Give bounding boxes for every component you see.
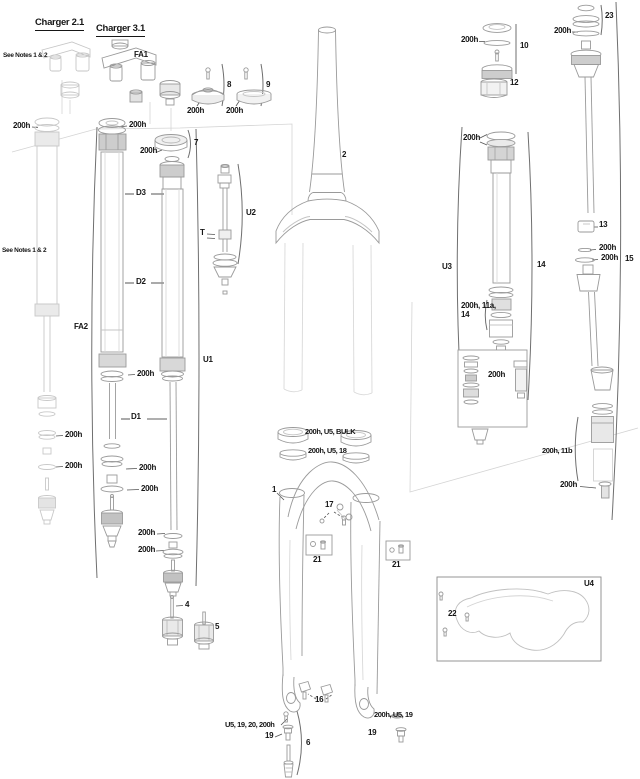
heading-charger-2-1: Charger 2.1 xyxy=(35,18,84,31)
dust-seal-left xyxy=(278,428,308,444)
label-item-2: 2 xyxy=(342,150,347,159)
label-200h-col-a-seal-2: 200h xyxy=(65,461,83,470)
label-200h-col-c-seal-1: 200h xyxy=(138,528,156,537)
label-u2: U2 xyxy=(246,208,256,217)
label-item-12: 12 xyxy=(510,78,519,87)
rebound-shaft-u2-drawing xyxy=(213,165,237,295)
heading-charger-3-1: Charger 3.1 xyxy=(96,24,145,37)
crown-steerer-drawing xyxy=(276,27,379,243)
label-200h-col-c-seal-2: 200h xyxy=(138,545,156,554)
label-200h-cap-9: 200h xyxy=(226,106,244,115)
label-item-8: 8 xyxy=(227,80,232,89)
topcap-8-drawing xyxy=(192,68,224,104)
label-item-23: 23 xyxy=(605,11,614,20)
label-item-22: 22 xyxy=(448,609,457,618)
label-d2: D2 xyxy=(136,277,146,286)
adjuster-knob-5-drawing xyxy=(195,612,214,649)
label-item-9: 9 xyxy=(266,80,271,89)
label-fa2: FA2 xyxy=(74,322,88,331)
u3-foot-drawing xyxy=(472,429,488,444)
label-item-5: 5 xyxy=(215,622,220,631)
label-200h-cap-8: 200h xyxy=(187,106,205,115)
arch-screws-17-drawing xyxy=(320,516,346,525)
damper-column-b-drawing xyxy=(99,119,127,548)
label-fender-bolt-right: 200h, U5, 19 xyxy=(374,710,413,719)
fender-bolt-group-6-drawing xyxy=(283,712,293,777)
label-200h-col-b-cap: 200h xyxy=(129,120,147,129)
seal-box-u3-drawing xyxy=(458,350,527,427)
label-200h-topcap-23: 200h xyxy=(554,26,572,35)
damper-column-c-drawing xyxy=(155,135,187,597)
label-item-21-left: 21 xyxy=(313,555,322,564)
label-200h-col-c-cap: 200h xyxy=(140,146,158,155)
label-200h-shaft-seal-1: 200h xyxy=(599,243,617,252)
label-item-15: 15 xyxy=(625,254,634,263)
label-item-6: 6 xyxy=(306,738,311,747)
damper-column-a-drawing xyxy=(35,118,59,524)
foam-ring-left xyxy=(280,450,306,460)
fastener-box-21-right xyxy=(386,541,410,560)
note-see-notes-top: See Notes 1 & 2 xyxy=(3,52,48,59)
label-item-1: 1 xyxy=(272,485,277,494)
charger-21-assembly xyxy=(42,42,90,98)
label-air-shaft-11b: 200h, 11b xyxy=(542,446,573,455)
fastener-box-21-left xyxy=(306,535,332,555)
label-200h-col-a-cap: 200h xyxy=(13,121,31,130)
label-200h-seal-box: 200h xyxy=(488,370,506,379)
stanchion-tubes-drawing xyxy=(284,243,372,395)
label-200h-topcap-10: 200h xyxy=(461,35,479,44)
label-d1: D1 xyxy=(131,412,141,421)
label-200h-col-a-seal-1: 200h xyxy=(65,430,83,439)
label-fender-bolt-left: U5, 19, 20, 200h xyxy=(225,720,275,729)
label-spring-stack-11a: 200h, 11a, 14 xyxy=(461,301,496,319)
label-200h-col-b-seal-2: 200h xyxy=(141,484,159,493)
label-foam-ring-18: 200h, U5, 18 xyxy=(308,446,347,455)
label-200h-col-b-piston: 200h xyxy=(137,369,155,378)
label-t: T xyxy=(200,228,205,237)
fender-box-u4 xyxy=(437,577,601,661)
label-item-21-right: 21 xyxy=(392,560,401,569)
label-dust-seal-bulk: 200h, U5, BULK xyxy=(305,427,356,436)
label-item-4: 4 xyxy=(185,600,190,609)
cartridge-cap-12-drawing xyxy=(481,79,507,98)
label-item-17: 17 xyxy=(325,500,334,509)
label-item-14: 14 xyxy=(537,260,546,269)
label-200h-u3-cap: 200h xyxy=(463,133,481,142)
label-item-10: 10 xyxy=(520,41,529,50)
label-item-7: 7 xyxy=(194,138,199,147)
label-200h-shaft-bolt: 200h xyxy=(560,480,578,489)
label-item-19-right: 19 xyxy=(368,728,377,737)
label-u3: U3 xyxy=(442,262,452,271)
label-u4: U4 xyxy=(584,579,594,588)
label-200h-col-b-seal-1: 200h xyxy=(139,463,157,472)
label-item-19-left: 19 xyxy=(265,731,274,740)
label-u1: U1 xyxy=(203,355,213,364)
label-200h-shaft-seal-2: 200h xyxy=(601,253,619,262)
label-item-16: 16 xyxy=(315,695,324,704)
label-item-13: 13 xyxy=(599,220,608,229)
note-see-notes-left: See Notes 1 & 2 xyxy=(2,247,47,254)
label-d3: D3 xyxy=(136,188,146,197)
label-fa1: FA1 xyxy=(134,50,148,59)
adjuster-knob-4-drawing xyxy=(163,596,183,646)
topcap-group-10-drawing xyxy=(482,24,512,79)
